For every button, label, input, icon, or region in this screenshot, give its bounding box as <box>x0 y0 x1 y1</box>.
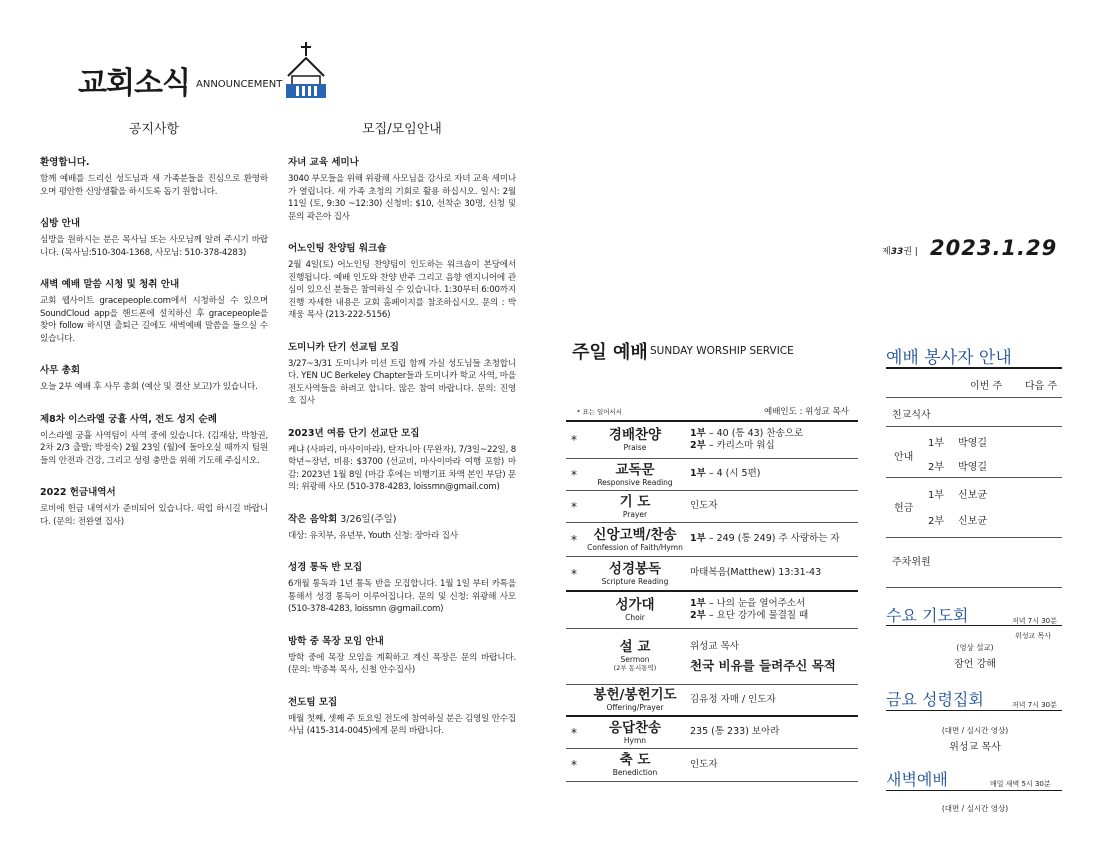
meeting-title: 성경 통독 반 모집 <box>288 562 363 573</box>
notice-body: 교회 웹사이트 gracepeople.com에서 시청하실 수 있으며 SoundCloud app을 핸드폰에 설치하신 후 gracepeople을 찾아 follow 하시면 출퇴근 길에도 새벽예배 말씀을 들으실 수 있습니다. <box>40 296 268 344</box>
friday-meeting-title: 금요 성령집회 <box>886 690 984 709</box>
issue-suffix: 권 | <box>903 247 918 257</box>
worship-detail-text: 마태복음(Matthew) 13:31-43 <box>690 567 822 579</box>
worship-detail-text: – 카리스마 워십 <box>705 440 775 451</box>
service-part-label: 1부 <box>690 597 706 609</box>
worship-part <box>582 640 688 673</box>
meeting-item <box>288 240 516 322</box>
worship-part-english: Prayer <box>622 509 648 519</box>
notices-heading: 공지사항 <box>128 122 180 137</box>
worship-detail-line <box>690 500 858 513</box>
worship-detail <box>688 567 858 580</box>
divider <box>886 710 1062 711</box>
meeting-item <box>288 154 516 223</box>
notice-item <box>40 276 268 345</box>
wednesday-prayer-time: 저녁 7시 30분 <box>1012 617 1057 625</box>
worship-part-english: Scripture Reading <box>601 576 669 586</box>
worship-detail <box>688 428 858 453</box>
divider <box>886 790 1062 791</box>
standing-marker: * <box>571 499 577 514</box>
worship-row <box>566 592 858 629</box>
standing-marker: * <box>571 467 577 482</box>
meetings-heading: 모집/모임안내 <box>362 122 442 137</box>
issue-volume: 33 <box>890 247 904 257</box>
service-part-label: 1부 <box>690 468 706 480</box>
worship-detail <box>688 759 858 772</box>
meeting-item <box>288 425 516 494</box>
worship-detail-line <box>690 598 858 611</box>
worship-order-table <box>566 420 858 782</box>
notice-body: 심방을 원하시는 분은 목사님 또는 사모님께 알려 주시기 바랍니다. (목사님:510-304-1368, 사모님: 510-378-4283) <box>40 235 268 258</box>
meeting-title-date: 3/26일(주일) <box>337 513 397 525</box>
meeting-title: 2023년 여름 단기 선교단 모집 <box>288 427 420 439</box>
standing-marker: * <box>571 725 577 740</box>
dawn-worship-note: (대면 / 실시간 영상) <box>941 804 1009 813</box>
standing-note: * 표는 일어서서 <box>577 408 623 416</box>
wednesday-prayer-topic: 잠언 강해 <box>954 659 996 670</box>
issue-date: 2023.1.29 <box>930 236 1058 260</box>
meeting-item <box>288 633 516 677</box>
worship-detail-text: – 나의 눈을 열어주소서 <box>705 597 806 609</box>
divider <box>886 397 1062 398</box>
usher-name: 박영길 <box>958 438 987 449</box>
dawn-worship-title: 새벽예배 <box>886 770 948 789</box>
notice-title: 제8차 이스라엘 궁휼 사역, 전도 성지 순례 <box>40 413 217 425</box>
meeting-title: 방학 중 목장 모임 안내 <box>288 635 384 647</box>
notice-body: 오늘 2부 예배 후 사무 총회 (예산 및 결산 보고)가 있습니다. <box>40 382 258 392</box>
worship-part <box>582 528 688 552</box>
greeters-label: 친교식사 <box>892 410 931 421</box>
worship-detail-text: 인도자 <box>690 500 718 512</box>
worship-detail-text: 위성교 목사 <box>690 641 739 652</box>
offering-part: 2부 <box>928 516 945 527</box>
notice-item <box>40 154 268 198</box>
notices-column <box>40 118 268 545</box>
divider <box>886 625 1062 626</box>
standing-marker: * <box>571 758 577 772</box>
notice-title: 심방 안내 <box>40 218 81 229</box>
worship-title: 주일 예배 <box>572 342 648 363</box>
worship-detail-line <box>690 610 858 623</box>
worship-part <box>582 598 688 622</box>
meeting-body: 방학 중에 목장 모임을 계획하고 계신 목장은 문의 바랍니다. (문의: 박종복 목사, 신철 안수집사) <box>288 652 516 675</box>
worship-part-korean: 설 교 <box>619 639 651 655</box>
worship-row <box>566 717 858 749</box>
worship-part <box>582 562 688 586</box>
col-this-week: 이번 주 <box>970 381 1003 392</box>
worship-part-korean: 신앙고백/찬송 <box>593 526 677 543</box>
meeting-title: 전도팀 모집 <box>288 696 338 708</box>
worship-detail-line <box>690 440 858 453</box>
worship-leader: 예배인도 : 위성교 목사 <box>764 407 849 417</box>
wednesday-prayer-title: 수요 기도회 <box>886 606 969 625</box>
worship-part-english: Confession of Faith/Hymn <box>587 542 683 552</box>
col-next-week: 다음 주 <box>1025 381 1058 392</box>
page-subtitle: ANNOUNCEMENT <box>196 79 283 90</box>
worship-part <box>582 721 688 745</box>
worship-part <box>582 428 688 452</box>
notice-item <box>40 411 268 468</box>
meeting-title: 어노인팅 찬양팀 워크숍 <box>288 243 387 254</box>
worship-row <box>566 523 858 557</box>
worship-detail-text: 김유정 자매 / 인도자 <box>690 693 776 705</box>
meeting-item <box>288 559 516 616</box>
worship-part <box>582 688 688 712</box>
usher-name: 박영길 <box>958 462 987 473</box>
worship-row <box>566 749 858 782</box>
worship-detail <box>688 694 858 707</box>
meeting-body: 대상: 유치부, 유년부, Youth 신청: 장아라 집사 <box>288 530 458 541</box>
worship-detail-line <box>690 726 858 739</box>
page-title: 교회소식 <box>78 66 190 101</box>
standing-marker: * <box>571 566 577 581</box>
worship-detail-text: – 요단 강가에 물결칠 때 <box>705 610 809 621</box>
notice-body: 이스라엘 궁휼 사역팀이 사역 중에 있습니다. (김재삼, 박창권, 2차 2/3 출발; 박정숙) 2월 23일 (월)에 돌아오실 때까지 팀원들의 안전과 건강, 그리고 성령 충만을 위해 기도해 주십시오. <box>40 430 268 466</box>
service-part-label: 2부 <box>690 610 706 621</box>
sermon-title: 천국 비유를 들려주신 목적 <box>690 657 836 673</box>
dawn-worship-time: 매일 새벽 5시 30분 <box>990 780 1051 788</box>
worship-detail-line <box>690 694 858 707</box>
worship-row <box>566 491 858 523</box>
friday-meeting-leader: 위성교 목사 <box>949 742 1001 753</box>
worship-detail <box>688 598 858 623</box>
usher-part: 1부 <box>928 438 945 449</box>
worship-part-korean: 성가대 <box>615 597 655 613</box>
notice-body: 함께 예배를 드리신 성도님과 새 가족분들을 진심으로 환영하오며 평안한 신앙생활을 하시도록 돕기 원합니다. <box>40 174 268 197</box>
worship-part-english: Offering/Prayer <box>606 703 664 712</box>
worship-part <box>582 495 688 519</box>
worship-part-english: Praise <box>623 443 647 452</box>
meeting-title: 자녀 교육 세미나 <box>288 157 359 168</box>
offering-part: 1부 <box>928 490 945 501</box>
worship-row <box>566 459 858 491</box>
issue-prefix: 제 <box>882 247 891 257</box>
worship-detail <box>688 641 858 672</box>
meeting-title-text: 작은 음악회 <box>288 513 338 525</box>
notice-title: 사무 총회 <box>40 365 81 376</box>
standing-marker: * <box>571 433 577 447</box>
divider <box>886 477 1062 478</box>
worship-part-english: Sermon <box>620 655 650 664</box>
worship-part-korean: 성경봉독 <box>608 560 662 577</box>
worship-part-english: Choir <box>625 613 645 622</box>
meeting-body: 3/27~3/31 도미니카 미션 트립 함께 가실 성도님들 초청합니다. YEN UC Berkeley Chapter들과 도미니카 학교 사역, 마을 전도사역들을 하려고 합니다. 많은 참여 바랍니다. 문의: 진영호 집사 <box>288 358 516 406</box>
worship-part-korean: 봉헌/봉헌기도 <box>593 687 677 703</box>
meeting-body: 3040 부모들을 위해 위광해 사모님을 강사로 자녀 교육 세미나가 열립니다. 새 가족 초청의 기회로 활용 하십시오. 일시: 2월 11일 (토, 9:30 ~12:30) 신청비: $10, 선착순 30명, 신청 및 문의 곽은아 집사 <box>288 174 516 222</box>
notice-item <box>40 215 268 259</box>
worship-part-english: Benediction <box>612 768 658 777</box>
parking-label: 주차위원 <box>892 557 931 568</box>
notice-title: 2022 헌금내역서 <box>40 487 116 498</box>
wednesday-prayer-leader: 위성교 목사 <box>1015 632 1052 640</box>
worship-part-english: Hymn <box>623 735 647 745</box>
wednesday-prayer-note: (영상 설교) <box>956 643 994 652</box>
worship-part-korean: 경배찬양 <box>608 427 662 443</box>
worship-detail-line <box>690 567 858 580</box>
offering-name: 신보균 <box>958 516 987 527</box>
divider <box>886 537 1062 538</box>
service-part-label: 2부 <box>690 440 706 451</box>
meetings-column <box>288 118 516 755</box>
worship-part-korean: 교독문 <box>615 461 655 478</box>
worship-row <box>566 685 858 717</box>
meeting-item <box>288 339 516 408</box>
worship-detail <box>688 500 858 513</box>
worship-part-korean: 축 도 <box>619 752 651 768</box>
meeting-body: 6개월 통독과 1년 통독 반을 모집합니다. 1월 1일 부터 카톡을 통해서 성경 통독이 이루어집니다. 문의 및 신청: 위광해 사모 (510-378-4283, loissmn @gmail.com) <box>288 579 516 614</box>
worship-subtitle: SUNDAY WORSHIP SERVICE <box>650 345 794 357</box>
worship-part <box>582 753 688 777</box>
service-part-label: 1부 <box>690 533 706 545</box>
meeting-body: 매월 첫째, 셋째 주 토요일 전도에 참여하실 분은 김영일 안수집사님 (415-314-0045)에게 문의 바랍니다. <box>288 713 516 736</box>
worship-detail-line <box>690 533 858 546</box>
meeting-item <box>288 694 516 738</box>
meeting-title: 도미니카 단기 선교팀 모집 <box>288 341 399 353</box>
worship-detail <box>688 468 858 481</box>
divider <box>886 426 1062 427</box>
worship-detail-text: – 249 (통 249) 주 사랑하는 자 <box>705 533 840 545</box>
notice-title: 환영합니다. <box>40 157 90 168</box>
church-icon <box>282 40 330 102</box>
notice-title: 새벽 예배 말씀 시청 및 청취 안내 <box>40 279 180 290</box>
meeting-body: 2월 4일(토) 어노인팅 찬양팀이 인도하는 워크숍이 본당에서 진행됩니다. 예배 인도와 찬양 반주 그리고 음향 엔지니어에 관심이 있으신 분들은 참여하실 수 있습니다. 1:30부터 6:00까지 진행 자세한 내용은 교회 홈페이지를 참조하십시오. 문의 : 박재웅 목사 (213-222-5156) <box>288 260 516 320</box>
worship-detail-text: – 4 (시 5편) <box>705 468 761 480</box>
worship-detail-line <box>690 641 858 654</box>
worship-part-note: (2부 동시통역) <box>613 664 657 672</box>
friday-meeting-time: 저녁 7시 30분 <box>1012 701 1057 709</box>
worship-detail-text: 인도자 <box>690 758 718 770</box>
worship-part-korean: 응답찬송 <box>608 719 662 736</box>
notice-body: 로비에 헌금 내역서가 준비되어 있습니다. 픽업 하시길 바랍니다. (문의: 전완열 집사) <box>40 504 268 527</box>
meeting-title <box>288 511 516 525</box>
service-part-label: 1부 <box>690 427 706 439</box>
worship-detail <box>688 533 858 546</box>
worship-part-korean: 기 도 <box>619 493 651 510</box>
notice-item <box>40 362 268 394</box>
worship-part-english: Responsive Reading <box>597 477 673 487</box>
notice-item <box>40 484 268 528</box>
standing-marker: * <box>571 532 577 547</box>
offering-name: 신보균 <box>958 490 987 501</box>
worship-detail-line <box>690 759 858 772</box>
issue-number <box>882 244 918 257</box>
worship-detail-text: 235 (통 233) 보아라 <box>690 726 780 738</box>
volunteers-title: 예배 봉사자 안내 <box>886 348 1012 368</box>
usher-part: 2부 <box>928 462 945 473</box>
worship-detail-line <box>690 468 858 481</box>
meeting-body: 케냐 (사파리, 마사이마라), 탄자니아 (무완자), 7/3일~22일, 8학년~장년, 비용: $3700 (선교비, 마사이마라 여행 포함) 마감: 2023년 1월 8일 (마감 후에는 비행기표 차액 본인 부담) 문의: 위광해 사모 (510-378-4283, loissmn@gmail.com) <box>288 444 516 492</box>
worship-detail <box>688 726 858 739</box>
worship-part <box>582 463 688 487</box>
volunteers-table <box>886 367 1062 588</box>
ushers-label: 안내 <box>894 452 914 463</box>
worship-row <box>566 629 858 685</box>
worship-row <box>566 557 858 592</box>
offering-label: 헌금 <box>894 503 914 514</box>
friday-meeting-note: (대면 / 실시간 영상) <box>941 726 1009 735</box>
worship-row <box>566 422 858 459</box>
meeting-item <box>288 511 516 543</box>
worship-detail-line <box>690 428 858 441</box>
worship-detail-text: – 40 (통 43) 찬송으로 <box>705 427 804 439</box>
